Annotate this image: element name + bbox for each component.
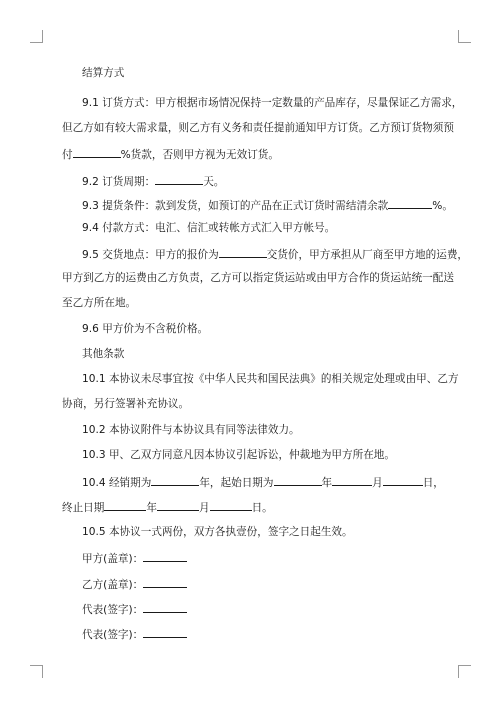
crop-mark-bottom-right bbox=[458, 665, 471, 678]
clause-9-2 bbox=[82, 173, 442, 189]
text: 交货价，甲方承担从厂商至甲方地的运费， bbox=[266, 249, 469, 261]
label: 乙方(盖章)： bbox=[82, 579, 144, 591]
heading-other-terms: 其他条款 bbox=[82, 348, 125, 360]
end-month-blank[interactable] bbox=[157, 499, 199, 511]
clause-9-5-line-2: 甲方到乙方的运费由乙方负责，乙方可以指定货运站或由甲方合作的货运站统一配送 bbox=[62, 272, 454, 284]
clause-10-1-line-1: 10.1 本协议未尽事宜按《中华人民共和国民法典》的相关规定处理或由甲、乙方 bbox=[82, 373, 459, 385]
heading-settlement: 结算方式 bbox=[82, 67, 125, 79]
clause-9-5-line-1 bbox=[82, 246, 469, 262]
label: 代表(签字)： bbox=[82, 629, 144, 641]
text: 终止日期 bbox=[62, 502, 105, 514]
text: %货款，否则甲方视为无效订货。 bbox=[120, 149, 279, 161]
prepayment-percent-blank[interactable] bbox=[73, 146, 121, 158]
clause-9-3 bbox=[82, 197, 453, 213]
text: 付 bbox=[62, 149, 73, 161]
text: 9.3 提货条件：款到发货，如预订的产品在正式订货时需结清余款 bbox=[82, 200, 389, 212]
text: 年 bbox=[321, 477, 333, 489]
text: 9.5 交货地点：甲方的报价为 bbox=[82, 249, 219, 261]
end-year-blank[interactable] bbox=[104, 499, 146, 511]
text: 9.2 订货周期： bbox=[82, 176, 156, 188]
party-a-seal-blank[interactable] bbox=[143, 550, 187, 562]
clause-9-1-line-1: 9.1 订货方式：甲方根据市场情况保持一定数量的产品库存，尽量保证乙方需求， bbox=[82, 97, 463, 109]
crop-mark-top-right bbox=[458, 30, 471, 43]
signature-rep-2 bbox=[82, 626, 442, 642]
label: 甲方(盖章)： bbox=[82, 553, 144, 565]
text: 年，起始日期为 bbox=[199, 477, 274, 489]
clause-9-5-line-3: 至乙方所在地。 bbox=[62, 297, 137, 309]
start-day-blank[interactable] bbox=[383, 474, 423, 486]
text: 日， bbox=[422, 477, 444, 489]
start-year-blank[interactable] bbox=[274, 474, 322, 486]
clause-10-2: 10.2 本协议附件与本协议具有同等法律效力。 bbox=[82, 424, 300, 436]
clause-9-4: 9.4 付款方式：电汇、信汇或转帐方式汇入甲方帐号。 bbox=[82, 222, 336, 234]
clause-10-5: 10.5 本协议一式两份，双方各执壹份，签字之日起生效。 bbox=[82, 526, 353, 538]
balance-percent-blank[interactable] bbox=[388, 197, 432, 209]
text: 月 bbox=[198, 502, 210, 514]
party-b-seal-blank[interactable] bbox=[143, 576, 187, 588]
text: 日。 bbox=[251, 502, 273, 514]
crop-mark-bottom-left bbox=[30, 665, 43, 678]
crop-mark-top-left bbox=[30, 30, 43, 43]
signature-rep-1 bbox=[82, 601, 442, 617]
clause-9-6: 9.6 甲方价为不含税价格。 bbox=[82, 323, 209, 335]
signature-party-b bbox=[82, 576, 442, 592]
clause-10-3: 10.3 甲、乙双方同意凡因本协议引起诉讼，仲裁地为甲方所在地。 bbox=[82, 449, 395, 461]
rep-1-signature-blank[interactable] bbox=[143, 601, 187, 613]
signature-party-a bbox=[82, 550, 442, 566]
delivery-price-blank[interactable] bbox=[219, 246, 267, 258]
clause-10-4-line-1 bbox=[82, 474, 442, 490]
rep-2-signature-blank[interactable] bbox=[143, 626, 187, 638]
text: 年 bbox=[146, 502, 157, 514]
clause-10-4-line-2 bbox=[62, 499, 422, 515]
term-years-blank[interactable] bbox=[151, 474, 199, 486]
clause-9-1-line-2: 但乙方如有较大需求量，则乙方有义务和责任提前通知甲方订货。乙方预订货物须预 bbox=[62, 122, 454, 134]
text: %。 bbox=[432, 200, 453, 212]
text: 10.4 经销期为 bbox=[82, 477, 152, 489]
clause-9-1-line-3 bbox=[62, 146, 422, 162]
text: 天。 bbox=[203, 176, 225, 188]
order-cycle-days-blank[interactable] bbox=[155, 173, 203, 185]
start-month-blank[interactable] bbox=[332, 474, 372, 486]
label: 代表(签字)： bbox=[82, 604, 144, 616]
clause-10-1-line-2: 协商，另行签署补充协议。 bbox=[62, 398, 190, 410]
text: 月 bbox=[372, 477, 383, 489]
end-day-blank[interactable] bbox=[210, 499, 252, 511]
